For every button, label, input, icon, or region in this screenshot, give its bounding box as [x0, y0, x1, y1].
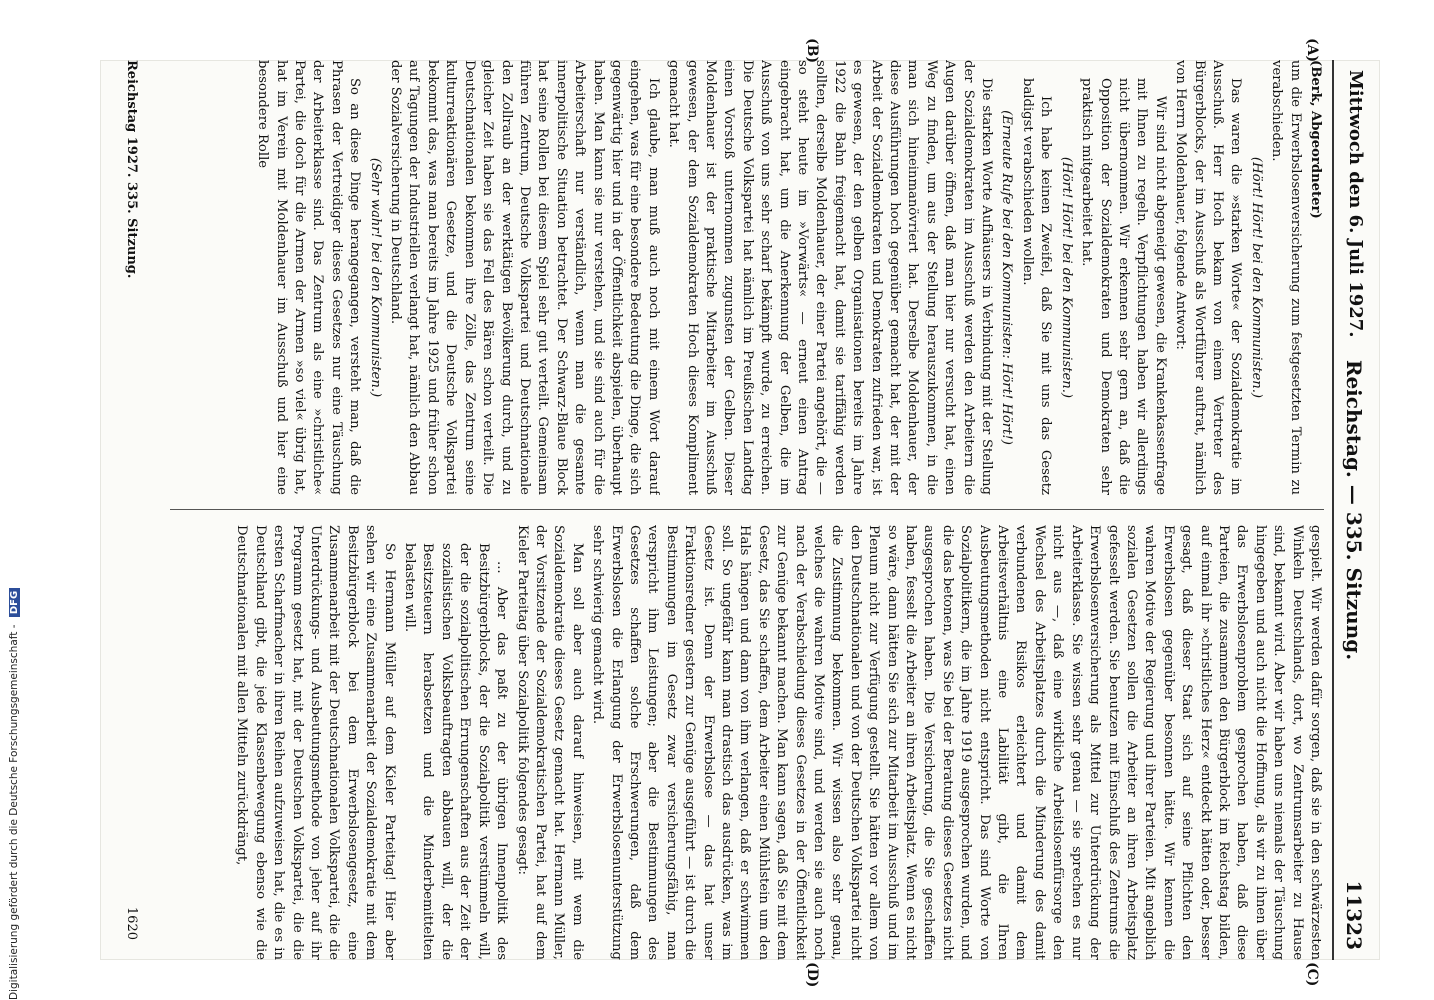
left-footer: Reichstag 1927. 335. Sitzung. [124, 60, 139, 279]
paragraph: So an diese Dinge herangegangen, versteht man, daß die Phrasen der Vertreidiger dieses Gesetzes nur eine Täuschung der Arbeiterklasse sind. Das Zentrum als eine »christliche« Partei, die doch für die Armen der Armen »so viel« übrig hat, hat im Verein mit Moldenhauer im Ausschuß und hier eine besondere Rolle [255, 60, 363, 495]
paragraph: So Hermann Müller auf dem Kieler Parteitag! Hier aber sehen wir eine Zusammenarbeit der Sozialdemokratie mit dem Besitzbürgerblock bei dem Erwerbslosengesetz, eine Zusammenarbeit mit der Deutschnationalen Volkspartei, die die Unterdrückungs- und Ausbeutungsmethode von jeher auf ihr Programm gesetzt hat, mit der Deutschen Volkspartei, die die ersten Scharfmacher in ihren Reihen aufzuweisen hat, die es in Deutschland gibt, die jede Klassenbewegung ebenso wie die Deutschnationalen mit allen Mitteln zurückdrängt, [234, 525, 397, 960]
right-footer-number: 1620 [124, 906, 139, 940]
margin-marker-d: (D) [804, 962, 820, 988]
paragraph: Ich glaube, man muß auch noch mit einem Wort darauf eingehen, was für eine besondere Bedeutung die Dinge, die sich gegenwärtig hier und in der Öffentlichkeit abspielen, überhaupt haben. Man kann sie nur verstehen, und sie sind auch für die Arbeiterschaft nur verständlich, wenn man die gesamte innerpolitische Situation betrachtet. Der Schwarz-Blaue Block hat seine Rollen bei diesem Spiel sehr gut verteilt. Gemeinsam führen Zentrum, Deutsche Volkspartei und Deutschnationale den Zollraub an der werktätigen Bevölkerung durch, und zu gleicher Zeit haben sie das Fell des Bären schon verteilt. Die Deutschnationalen bekommen ihre Zölle, das Zentrum seine kulturreaktionären Gesetze, und die Deutsche Volkspartei bekommt das, was man bereits im Jahre 1925 und früher schon auf Tagungen der Industriellen verlangt hat, nämlich den Abbau der Sozialversicherung in Deutschland. [388, 60, 661, 495]
left-column [170, 60, 1324, 495]
quotation: Wir sind nicht abgeneigt gewesen, die Krankenkassenfrage mit Ihnen zu regeln. Verpflichtungen haben wir allerdings nicht übernommen. Wir erkennen sehr gern an, daß die Opposition der Sozialdemokraten und Demokraten sehr praktisch mitgearbeitet hat. [1079, 78, 1168, 495]
interjection: (Sehr wahr! bei den Kommunisten.) [367, 157, 383, 398]
speaker-label: (Berk, Abgeordneter) [1308, 60, 1323, 219]
margin-marker-c: (C) [1304, 962, 1320, 987]
header-date: Mittwoch den 6. Juli 1927. [1345, 70, 1366, 338]
digitization-text: Digitalisierung gefördert durch die Deutsche Forschungsgemeinschaft - [8, 624, 20, 1000]
paragraph: Das waren die »starken Worte« der Sozialdemokratie im Ausschuß. Herr Hoch bekam von einem Vertreter des Bürgerblocks, der im Ausschuß als Wortführer auftrat, nämlich von Herrn Moldenhauer, folgende Antwort: [1173, 60, 1244, 495]
header-title: Reichstag. — 335. Sitzung. [1342, 359, 1366, 661]
page-header [1332, 60, 1372, 960]
digitization-note [8, 0, 20, 1000]
right-column [170, 525, 1324, 960]
margin-marker-a: (A) [1304, 38, 1320, 63]
rotated-page [100, 38, 1380, 988]
paragraph: gespielt. Wir werden dafür sorgen, daß sie in den schwärzesten Winkeln Deutschlands, dort, wo Zentrumsarbeiter zu Hause sind, bekannt wird. Aber wir haben uns niemals der Täuschung hingegeben und auch nicht die Hoffnung, als wir zu ihnen über das Erwerbslosenproblem gesprochen haben, daß diese Parteien, die zusammen den Bürgerblock im Reichstag bilden, auf einmal ihr »christliches Herz« entdeckt hätten oder, besser gesagt, daß dieser Staat sich auf seine Pflichten den Erwerbslosen gegenüber besonnen hätte. Wir kennen die wahren Motive der Regierung und ihrer Parteien. Mit angeblich sozialen Gesetzen sollen die Arbeiter an ihren Arbeitsplatz gefesselt werden. Sie benutzen mit Einschluß des Zentrums die Erwerbslosenversicherung als Mittel zur Unterdrückung der Arbeiterklasse. Sie wissen sehr genau — sie sprechen es nur nicht aus —, daß eine wirkliche Arbeitslosenfürsorge den Wechsel des Arbeitsplatzes durch die Minderung des damit verbundenen Risikos erleichtert und damit dem Arbeitsverhältnis eine Labilität gibt, die Ihren Ausbeutungsmethoden nicht entspricht. Das sind Worte von Sozialpolitikern, die im Jahre 1919 ausgesprochen wurden, und die das betonen, was Sie bei der Beratung dieses Gesetzes nicht ausgesprochen haben. Die Versicherung, die Sie geschaffen haben, fesselt die Arbeiter an ihren Arbeitsplatz. Wenn es nicht so wäre, dann hätten Sie sich zur Mitarbeit im Ausschuß und im Plenum nicht zur Verfügung gestellt. Sie hätten vor allem von den Deutschnationalen und von der Deutschen Volkspartei nicht die Zustimmung bekommen. Wir wissen also sehr genau, welches die wahren Motive sind, und werden sie auch noch nach der Verabschiedung dieses Gesetzes in der Öffentlichkeit zur Genüge bekannt machen. Man kann sagen, daß Sie mit dem Gesetz, das Sie schaffen, dem Arbeiter einen Mühlstein um den Hals hängen und dann von ihm verlangen, daß er schwimmen soll. So ungefähr kann man drastisch das ausdrücken, was im Gesetz ist. Denn der Erwerbslose — das hat unser Fraktionsredner gestern zur Genüge ausgeführt — ist durch die Bestimmungen im Gesetz zwar versicherungsfähig, man verspricht ihm Leistungen; aber die Bestimmungen des Gesetzes schaffen solche Erschwerungen, daß dem Erwerbslosen die Erlangung der Erwerbslosenunterstützung sehr schwierig gemacht wird. [590, 525, 1323, 960]
header-rule [1332, 60, 1334, 960]
column-divider [170, 509, 1324, 510]
dfg-logo: DFG [9, 588, 20, 617]
quotation: ... Aber das paßt zu der übrigen Innenpolitik des Besitzbürgerblocks, der die Sozialpolitik verstümmeln will, der die sozialpolitischen Errungenschaften aus der Zeit der sozialistischen Volksbeauftragten abbauen will, der die Besitzsteuern herabsetzen und die Minderbemittelten belasten will. [402, 543, 510, 960]
paragraph: Die starken Worte Aufhäusers in Verbindung mit der Stellung der Sozialdemokraten im Ausschuß werden den Arbeitern die Augen darüber öffnen, daß man hier nur versucht hat, einen Weg zu finden, um aus der Stellung herauszukommen, in die man sich hineinmanövriert hat. Derselbe Moldenhauer, der diese Ausführungen hoch gegenüber gemacht hat, der mit der Arbeit der Sozialdemokraten und Demokraten zufrieden war, ist es gewesen, der den gelben Organisationen bereits im Jahre 1922 die Bahn freigemacht hat, damit sie tariffähig werden sollten, derselbe Moldenhauer, der einer Partei angehört, die — so steht heute im »Vorwärts« — erneut einen Antrag eingebracht hat, um die Anerkennung der Gelben, die im Ausschuß von uns sehr scharf bekämpft wurde, zu erreichen. Die Deutsche Volkspartei hat nämlich im Preußischen Landtag einen Vorstoß unternommen zugunsten der Gelben. Dieser Moldenhauer ist der praktische Mitarbeiter im Ausschuß gewesen, der dem Sozialdemokraten Hoch dieses Kompliment gemacht hat. [666, 60, 995, 495]
interjection: (Erneute Rufe bei den Kommunisten: Hört! Hört!) [999, 110, 1015, 445]
paragraph: Man soll aber auch darauf hinweisen, mit wem die Sozialdemokratie dieses Gesetz gemacht hat. Hermann Müller, der Vorsitzende der Sozialdemokratischen Partei, hat auf dem Kieler Parteitag über Sozialpolitik folgendes gesagt: [514, 525, 585, 960]
margin-marker-b: (B) [804, 38, 820, 64]
quotation: Ich habe keinen Zweifel, daß Sie mit uns das Gesetz baldigst verabschieden wollen. [1019, 78, 1054, 495]
paragraph: um die Erwerbslosenversicherung zum festgesetzten Termin zu verabschieden. [1269, 60, 1303, 495]
page-number: 11323 [1342, 880, 1366, 950]
interjection: (Hört! Hört! bei den Kommunisten.) [1058, 156, 1074, 399]
interjection: (Hört! Hört! bei den Kommunisten.) [1248, 156, 1264, 399]
